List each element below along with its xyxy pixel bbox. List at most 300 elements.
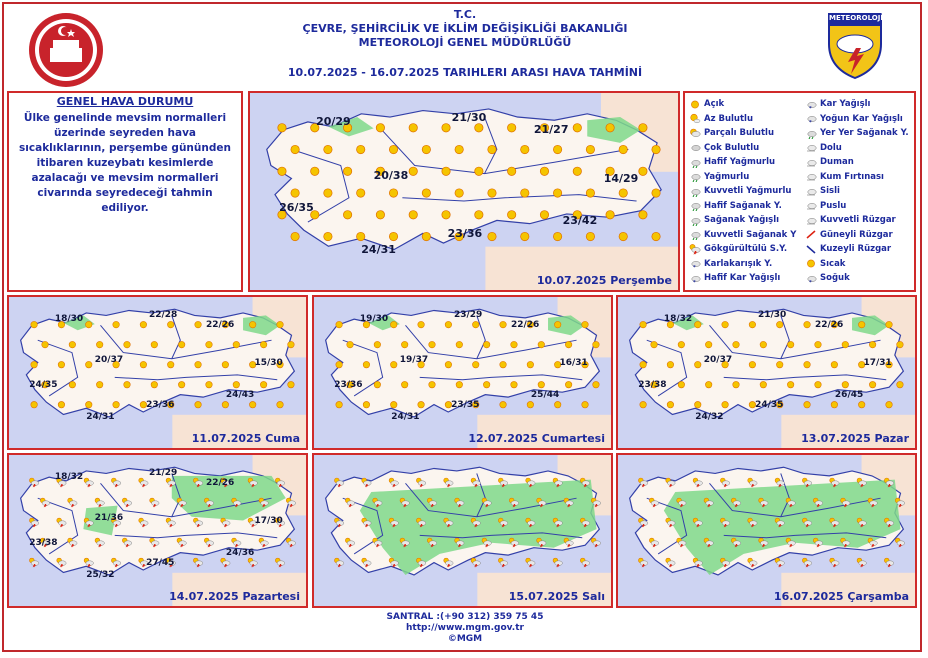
sun-icon xyxy=(652,145,660,153)
sun-icon xyxy=(311,167,319,175)
legend-item xyxy=(689,126,796,141)
sun-icon xyxy=(124,381,131,388)
sun-icon xyxy=(488,145,496,153)
sun-icon xyxy=(249,401,256,408)
temperature-label: 22/26 xyxy=(510,320,540,331)
hot-icon xyxy=(805,258,817,269)
sun-icon xyxy=(472,361,479,368)
sun-icon xyxy=(869,341,876,348)
sun-icon xyxy=(277,401,284,408)
legend-label: Puslu xyxy=(820,200,847,211)
forecast-map-day5 xyxy=(7,453,308,608)
sun-icon xyxy=(733,381,740,388)
temperature-label: 24/31 xyxy=(86,412,115,422)
sun-icon xyxy=(390,401,397,408)
legend-item xyxy=(689,155,796,170)
sun-icon xyxy=(422,232,430,240)
sun-icon xyxy=(374,341,381,348)
sun-icon xyxy=(667,361,674,368)
sun-icon xyxy=(897,381,904,388)
sun-icon xyxy=(233,381,240,388)
sun-icon xyxy=(586,189,594,197)
heavy-shower-icon xyxy=(689,229,701,240)
sun-icon xyxy=(206,381,213,388)
sun-icon xyxy=(336,321,343,328)
temperature-label: 17/31 xyxy=(863,357,892,368)
sun-icon xyxy=(705,341,712,348)
sun-icon xyxy=(455,145,463,153)
forecast-map-day1 xyxy=(248,91,680,292)
sun-icon xyxy=(347,341,354,348)
temperature-label: 27/45 xyxy=(146,557,175,568)
sun-icon xyxy=(573,167,581,175)
sun-icon xyxy=(260,381,267,388)
temperature-label: 23/29 xyxy=(453,310,483,321)
sun-icon xyxy=(475,211,483,219)
legend-panel xyxy=(683,91,916,292)
temperature-label: 20/29 xyxy=(316,115,351,129)
sun-icon xyxy=(475,124,483,132)
sun-icon xyxy=(445,321,452,328)
temperature-label: 23/36 xyxy=(447,226,483,240)
sun-icon xyxy=(409,167,417,175)
temperature-label: 24/35 xyxy=(755,399,784,410)
legend-item xyxy=(805,242,909,257)
sleet-icon xyxy=(689,258,701,269)
sun-icon xyxy=(409,211,417,219)
cloudy-icon xyxy=(689,142,701,153)
sun-icon xyxy=(606,211,614,219)
sun-icon xyxy=(343,167,351,175)
legend-item xyxy=(689,141,796,156)
header-tc: T.C. xyxy=(453,8,477,21)
sun-icon xyxy=(582,321,589,328)
sun-icon xyxy=(640,361,647,368)
sun-icon xyxy=(651,341,658,348)
sun-icon xyxy=(85,401,92,408)
temperature-label: 22/28 xyxy=(148,310,178,321)
sun-icon xyxy=(511,381,518,388)
temperature-label: 25/32 xyxy=(86,570,115,580)
sun-icon xyxy=(401,381,408,388)
sun-icon xyxy=(639,167,647,175)
temperature-label: 20/37 xyxy=(94,355,124,366)
legend-item xyxy=(689,97,796,112)
sun-icon xyxy=(500,321,507,328)
cold-icon xyxy=(805,273,817,284)
sun-icon xyxy=(538,341,545,348)
legend-label: Hafif Sağanak Y. xyxy=(704,200,782,211)
temperature-label: 14/29 xyxy=(603,171,639,185)
sun-icon xyxy=(694,321,701,328)
temperature-label: 23/36 xyxy=(146,399,175,410)
sun-icon xyxy=(363,401,370,408)
sun-icon xyxy=(390,361,397,368)
legend-item xyxy=(689,112,796,127)
sun-icon xyxy=(815,381,822,388)
sun-icon xyxy=(456,341,463,348)
temperature-label: 15/30 xyxy=(254,357,283,368)
sun-icon xyxy=(507,167,515,175)
map-canvas xyxy=(618,455,915,606)
sun-icon xyxy=(678,381,685,388)
header-ministry: ÇEVRE, ŞEHİRCİLİK VE İKLİM DEĞİŞİKLİĞİ BAKANLIĞI xyxy=(302,22,628,35)
temperature-label: 22/26 xyxy=(205,320,235,331)
sun-icon xyxy=(442,124,450,132)
sun-icon xyxy=(804,401,811,408)
temperature-label: 26/45 xyxy=(834,389,864,400)
sun-icon xyxy=(593,381,600,388)
sun-icon xyxy=(151,341,158,348)
sun-icon xyxy=(222,401,229,408)
legend-label: Dolu xyxy=(820,142,842,153)
sun-icon xyxy=(527,401,534,408)
legend-item xyxy=(689,228,796,243)
scattered-shower-icon xyxy=(805,128,817,139)
mostly-sunny-icon xyxy=(689,113,701,124)
sun-icon xyxy=(815,341,822,348)
temperature-label: 23/35 xyxy=(451,399,480,410)
temperature-label: 21/30 xyxy=(451,110,487,124)
sun-icon xyxy=(749,361,756,368)
sun-icon xyxy=(760,341,767,348)
temperature-label: 18/32 xyxy=(54,472,84,483)
fog-icon xyxy=(805,186,817,197)
legend-item xyxy=(689,257,796,272)
temperature-label: 19/30 xyxy=(359,314,389,325)
sun-icon xyxy=(507,124,515,132)
legend-item xyxy=(689,184,796,199)
temperature-label: 20/37 xyxy=(703,355,733,366)
svg-text:*: * xyxy=(809,120,812,125)
temperature-label: 23/42 xyxy=(562,213,598,227)
sun-icon xyxy=(804,321,811,328)
sun-icon xyxy=(500,361,507,368)
temperature-label: 24/32 xyxy=(695,412,724,422)
map-date-label: 13.07.2025 Pazar xyxy=(801,432,909,445)
south-wind-icon xyxy=(805,229,817,240)
sun-icon xyxy=(85,361,92,368)
temperature-label: 16/31 xyxy=(559,357,588,368)
sun-icon xyxy=(521,145,529,153)
temperature-label: 18/32 xyxy=(663,314,693,325)
shower-icon xyxy=(689,215,701,226)
legend-item xyxy=(689,271,796,286)
forecast-date-range: 10.07.2025 - 16.07.2025 TARIHLERI ARASI HAVA TAHMİNİ xyxy=(287,66,643,79)
legend-item xyxy=(805,257,909,272)
sun-icon xyxy=(42,341,49,348)
sun-icon xyxy=(639,211,647,219)
legend-column-left xyxy=(689,97,796,286)
map-date-label: 15.07.2025 Salı xyxy=(508,590,605,603)
sun-icon xyxy=(586,145,594,153)
legend-item xyxy=(689,199,796,214)
map-date-label: 16.07.2025 Çarşamba xyxy=(773,590,909,603)
sun-icon xyxy=(113,401,120,408)
legend-item xyxy=(805,141,909,156)
sun-icon xyxy=(422,189,430,197)
sun-icon xyxy=(233,341,240,348)
sun-icon xyxy=(336,361,343,368)
sun-icon xyxy=(565,341,572,348)
legend-label: Yoğun Kar Yağışlı xyxy=(820,113,903,124)
sun-icon xyxy=(277,321,284,328)
sun-icon xyxy=(705,381,712,388)
light-rain-icon xyxy=(689,157,701,168)
sun-icon xyxy=(858,321,865,328)
sun-icon xyxy=(389,232,397,240)
sun-icon xyxy=(652,232,660,240)
map-date-label: 12.07.2025 Cumartesi xyxy=(468,432,605,445)
legend-label: Çok Bulutlu xyxy=(704,142,760,153)
legend-item xyxy=(805,199,909,214)
sun-icon xyxy=(178,381,185,388)
sun-icon xyxy=(442,211,450,219)
legend-label: Hafif Kar Yağışlı xyxy=(704,273,781,284)
sun-icon xyxy=(733,341,740,348)
sun-icon xyxy=(288,381,295,388)
sun-icon xyxy=(58,361,65,368)
sun-icon xyxy=(586,232,594,240)
sun-icon xyxy=(31,361,38,368)
sun-icon xyxy=(869,381,876,388)
sun-icon xyxy=(389,189,397,197)
sun-icon xyxy=(521,232,529,240)
sun-icon xyxy=(897,341,904,348)
temperature-label: 22/26 xyxy=(205,478,235,489)
temperature-label: 19/37 xyxy=(399,355,429,366)
sun-icon xyxy=(206,341,213,348)
sun-icon xyxy=(804,361,811,368)
sun-icon xyxy=(573,124,581,132)
legend-label: Az Bulutlu xyxy=(704,113,754,124)
svg-text:*: * xyxy=(809,279,812,284)
temperature-label: 24/35 xyxy=(29,379,58,390)
sun-icon xyxy=(455,189,463,197)
sun-icon xyxy=(324,189,332,197)
forecast-map-day7 xyxy=(616,453,917,608)
footer-url[interactable]: http://www.mgm.gov.tr xyxy=(406,623,524,633)
ministry-logo xyxy=(24,12,108,92)
sun-icon xyxy=(178,341,185,348)
sun-icon xyxy=(389,145,397,153)
temperature-label: 24/31 xyxy=(361,243,396,257)
forecast-map-day2 xyxy=(7,295,308,450)
sun-icon xyxy=(376,211,384,219)
sun-icon xyxy=(722,401,729,408)
sun-icon xyxy=(639,124,647,132)
snow-icon xyxy=(805,99,817,110)
temperature-label: 23/38 xyxy=(638,379,667,390)
forecast-map-day6 xyxy=(312,453,613,608)
sun-icon xyxy=(445,361,452,368)
heavy-rain-icon xyxy=(689,186,701,197)
sun-icon xyxy=(260,341,267,348)
sun-icon xyxy=(831,401,838,408)
sun-icon xyxy=(553,145,561,153)
legend-item xyxy=(689,242,796,257)
legend-item xyxy=(689,213,796,228)
rain-icon xyxy=(689,171,701,182)
sun-icon xyxy=(619,145,627,153)
sun-icon xyxy=(96,381,103,388)
header-title xyxy=(200,8,730,50)
legend-column-right xyxy=(805,97,909,286)
sun-icon xyxy=(553,232,561,240)
temperature-label: 22/26 xyxy=(814,320,844,331)
temperature-label: 21/29 xyxy=(148,468,178,479)
sun-icon xyxy=(151,381,158,388)
sun-icon xyxy=(278,124,286,132)
map-date-label: 14.07.2025 Pazartesi xyxy=(169,590,300,603)
sun-icon xyxy=(58,401,65,408)
sun-icon xyxy=(483,381,490,388)
temperature-label: 26/35 xyxy=(279,201,314,215)
sun-icon xyxy=(500,401,507,408)
sun-icon xyxy=(488,189,496,197)
legend-label: Yağmurlu xyxy=(704,171,750,182)
sun-icon xyxy=(429,381,436,388)
heavy-snow-icon xyxy=(805,113,817,124)
sun-icon xyxy=(606,124,614,132)
sun-icon xyxy=(678,341,685,348)
smoke-icon xyxy=(805,157,817,168)
sun-icon xyxy=(291,145,299,153)
legend-item xyxy=(805,184,909,199)
legend-item xyxy=(805,228,909,243)
sun-icon xyxy=(357,145,365,153)
sun-icon xyxy=(694,401,701,408)
legend-label: Güneyli Rüzgar xyxy=(820,229,893,240)
sun-icon xyxy=(488,232,496,240)
sun-icon xyxy=(390,321,397,328)
sun-icon xyxy=(222,361,229,368)
sun-icon xyxy=(667,401,674,408)
sun-icon xyxy=(291,189,299,197)
sun-icon xyxy=(195,361,202,368)
sun-icon xyxy=(619,189,627,197)
forecast-map-day3 xyxy=(312,295,613,450)
sun-icon xyxy=(640,401,647,408)
sun-icon xyxy=(787,341,794,348)
meteoroloji-logo-text: METEOROLOJİ xyxy=(829,14,883,22)
sun-icon xyxy=(554,321,561,328)
strong-wind-icon xyxy=(805,215,817,226)
temperature-label: 20/38 xyxy=(373,168,409,182)
sun-icon xyxy=(195,401,202,408)
sun-icon xyxy=(374,381,381,388)
sun-icon xyxy=(422,145,430,153)
sun-icon xyxy=(689,99,701,110)
legend-label: Sağanak Yağışlı xyxy=(704,215,780,226)
partly-cloudy-icon xyxy=(689,128,701,139)
legend-item xyxy=(805,170,909,185)
hail-icon xyxy=(805,142,817,153)
sun-icon xyxy=(619,232,627,240)
sun-icon xyxy=(278,167,286,175)
sun-icon xyxy=(858,401,865,408)
sun-icon xyxy=(418,401,425,408)
temperature-label: 21/30 xyxy=(757,310,787,321)
sun-icon xyxy=(582,401,589,408)
sun-icon xyxy=(886,321,893,328)
haze-icon xyxy=(805,200,817,211)
sun-icon xyxy=(640,321,647,328)
legend-label: Karlakarışık Y. xyxy=(704,258,773,269)
legend-item xyxy=(689,170,796,185)
sun-icon xyxy=(787,381,794,388)
sun-icon xyxy=(553,189,561,197)
sun-icon xyxy=(776,321,783,328)
footer xyxy=(300,612,630,645)
temperature-label: 24/36 xyxy=(225,547,255,558)
thunder-icon xyxy=(689,244,701,255)
sun-icon xyxy=(842,381,849,388)
sun-icon xyxy=(475,167,483,175)
temperature-label: 23/38 xyxy=(29,537,58,548)
legend-label: Kuvvetli Rüzgar xyxy=(820,215,896,226)
general-weather-panel xyxy=(7,91,243,292)
legend-label: Yer Yer Sağanak Y. xyxy=(820,128,909,139)
sun-icon xyxy=(483,341,490,348)
legend-label: Kar Yağışlı xyxy=(820,99,871,110)
sun-icon xyxy=(472,321,479,328)
light-shower-icon xyxy=(689,200,701,211)
sun-icon xyxy=(409,124,417,132)
sun-icon xyxy=(593,341,600,348)
temperature-label: 25/44 xyxy=(530,389,560,400)
sun-icon xyxy=(167,361,174,368)
general-weather-title: GENEL HAVA DURUMU xyxy=(56,95,194,108)
sun-icon xyxy=(527,361,534,368)
sun-icon xyxy=(776,361,783,368)
sun-icon xyxy=(722,321,729,328)
sun-icon xyxy=(69,341,76,348)
sun-icon xyxy=(418,321,425,328)
legend-label: Gökgürültülü S.Y. xyxy=(704,244,788,255)
legend-label: Duman xyxy=(820,157,854,168)
sun-icon xyxy=(140,321,147,328)
sun-icon xyxy=(31,321,38,328)
sun-icon xyxy=(511,341,518,348)
temperature-label: 24/43 xyxy=(225,389,255,400)
north-wind-icon xyxy=(805,244,817,255)
svg-text:*: * xyxy=(693,265,696,270)
sun-icon xyxy=(554,401,561,408)
sun-icon xyxy=(749,321,756,328)
map-canvas xyxy=(314,455,611,606)
legend-item xyxy=(805,155,909,170)
legend-item xyxy=(805,271,909,286)
sun-icon xyxy=(538,381,545,388)
sun-icon xyxy=(760,381,767,388)
sun-icon xyxy=(376,124,384,132)
sun-icon xyxy=(456,381,463,388)
sun-icon xyxy=(31,401,38,408)
sun-icon xyxy=(363,361,370,368)
legend-label: Kuzeyli Rüzgar xyxy=(820,244,892,255)
sun-icon xyxy=(357,232,365,240)
sun-icon xyxy=(831,361,838,368)
sun-icon xyxy=(442,167,450,175)
sun-icon xyxy=(291,232,299,240)
legend-item xyxy=(805,112,909,127)
sun-icon xyxy=(336,401,343,408)
sun-icon xyxy=(842,341,849,348)
temperature-label: 23/36 xyxy=(334,379,363,390)
temperature-label: 24/31 xyxy=(391,412,420,422)
legend-item xyxy=(805,126,909,141)
